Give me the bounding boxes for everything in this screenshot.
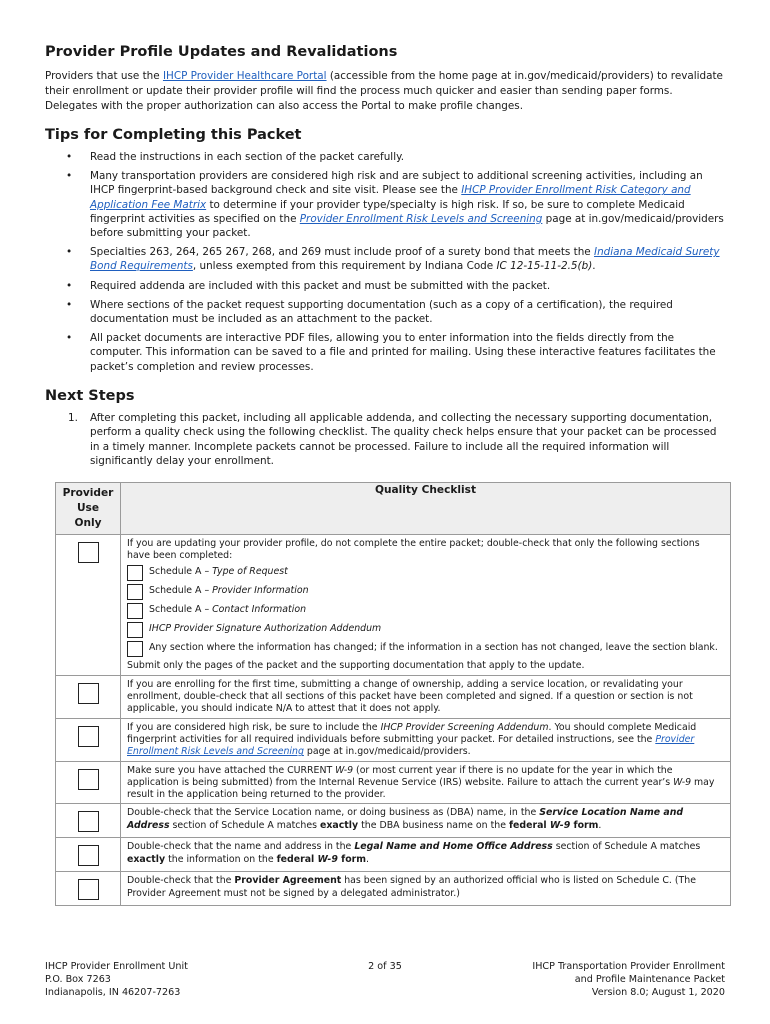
tips-list <box>45 150 725 374</box>
tip-item: • Where sections of the packet request supporting documentation (such as a copy of a certification), the required documentation must be included as an attachment to the packet. <box>66 298 673 326</box>
tip-item: • Specialties 263, 264, 265 267, 268, and 269 must include proof of a surety bond that meets the Indiana Medicaid Surety Bond Requirements, unless exempted from this requirement by Indiana Code IC 12-15-11-2.5(b). <box>66 246 720 273</box>
sub-checkbox-signature-addendum[interactable] <box>127 622 143 638</box>
table-header-row <box>56 482 731 534</box>
risk-matrix-link[interactable]: IHCP Provider Enrollment Risk Category and Application Fee Matrix <box>90 184 691 211</box>
step-item: 1. After completing this packet, including all applicable addenda, and collecting the necessary supporting documentation, perform a quality check using the following checklist. The quality check helps ensure that your packet can be processed in a timely manner. Incomplete packets cannot be processed. Failure to include all the required information will significantly delay your enrollment. <box>68 411 717 468</box>
table-row: Double-check that the name and address in the Legal Name and Home Office Address section of Schedule A matches exactly the information on the federal W-9 form. <box>56 838 731 872</box>
table-row: Double-check that the Provider Agreement has been signed by an authorized official who is listed on Schedule C. (The Provider Agreement must not be signed by a delegated administrator.) <box>56 872 731 906</box>
checklist-checkbox-7[interactable] <box>78 879 99 900</box>
risk-levels-link[interactable]: Provider Enrollment Risk Levels and Screening <box>299 212 543 225</box>
sub-checkbox-changed-sections[interactable] <box>127 641 143 657</box>
next-steps-list <box>45 411 725 469</box>
table-row: Make sure you have attached the CURRENT W-9 (or most current year if there is no update for the year in which the application is being submitted) from the Internal Revenue Service (IRS) website. Failure to attach the current year’s W-9 may result in the application being returned to the provider. <box>56 761 731 804</box>
checklist-checkbox-5[interactable] <box>78 811 99 832</box>
page-number: 2 of 35 <box>368 961 402 972</box>
checklist-checkbox-3[interactable] <box>78 726 99 747</box>
table-row: If you are enrolling for the first time, submitting a change of ownership, adding a service location, or revalidating your enrollment, double-check that all sections of this packet have been completed and signed. If a question or section is not applicable, you should indicate N/A to attest that it does not apply. <box>56 675 731 718</box>
tip-item: • Many transportation providers are considered high risk and are subject to additional screening activities, including an IHCP fingerprint-based background check and site visit. Please see the IHCP Provider Enrollment Risk Category and Application Fee Matrix to determine if your provider type/specialty is high risk. If so, be sure to complete Medicaid fingerprint activities as specified on the Provider Enrollment Risk Levels and Screening page at in.gov/medicaid/providers before submitting your packet. <box>66 170 724 240</box>
risk-levels-link-table[interactable]: Provider Enrollment Risk Levels and Screening <box>127 733 695 758</box>
section-title-tips: Tips for Completing this Packet <box>45 127 302 143</box>
intro-paragraph: Providers that use the IHCP Provider Healthcare Portal (accessible from the home page at in.gov/medicaid/providers) to revalidate their enrollment or update their provider profile will find the process much quicker and easier than sending paper forms. Delegates with the proper authorization can also access the Portal to make profile changes. <box>45 70 723 112</box>
tip-item: • Read the instructions in each section of the packet carefully. <box>66 151 405 163</box>
quality-checklist-table <box>55 482 731 907</box>
footer-document-info: IHCP Transportation Provider Enrollment and Profile Maintenance Packet Version 8.0; August 1, 2020 <box>532 961 725 998</box>
table-row: If you are updating your provider profile, do not complete the entire packet; double-check that only the following sections have been completed: Schedule A – Type of Request Schedule A – Provider Information Schedule A – Contact Information IHCP Provider Signature Authorization Addendum Any section where the information has changed; if the information in a section has not changed, leave the section blank. Submit only the pages of the packet and the supporting documentation that apply to the update. <box>56 534 731 675</box>
portal-link[interactable]: IHCP Provider Healthcare Portal <box>162 70 327 82</box>
sub-checkbox-type-of-request[interactable] <box>127 565 143 581</box>
quality-checklist-header: Quality Checklist <box>121 482 731 534</box>
surety-bond-link[interactable]: Indiana Medicaid Surety Bond Requirements <box>90 246 720 273</box>
sub-checkbox-contact-information[interactable] <box>127 603 143 619</box>
table-row: Double-check that the Service Location name, or doing business as (DBA) name, in the Service Location Name and Address section of Schedule A matches exactly the DBA business name on the federal W-9 form. <box>56 804 731 838</box>
checklist-checkbox-4[interactable] <box>78 769 99 790</box>
table-row: If you are considered high risk, be sure to include the IHCP Provider Screening Addendum. You should complete Medicaid fingerprint activities for all required individuals before submitting your packet. For detailed instructions, see the Provider Enrollment Risk Levels and Screening page at in.gov/medicaid/providers. <box>56 718 731 761</box>
tip-item: • All packet documents are interactive PDF files, allowing you to enter information into the fields directly from the computer. This information can be saved to a file and printed for mailing. Using these interactive features facilitates the packet’s completion and review processes. <box>66 332 716 373</box>
footer-address: IHCP Provider Enrollment Unit P.O. Box 7263 Indianapolis, IN 46207-7263 <box>45 961 188 998</box>
tip-item: • Required addenda are included with this packet and must be submitted with the packet. <box>66 279 551 292</box>
sub-checkbox-provider-information[interactable] <box>127 584 143 600</box>
checklist-checkbox-1[interactable] <box>78 542 99 563</box>
provider-use-only-header: Provider Use Only <box>56 482 121 534</box>
document-page <box>45 44 725 906</box>
checklist-checkbox-6[interactable] <box>78 845 99 866</box>
checklist-checkbox-2[interactable] <box>78 683 99 704</box>
section-title-profile-updates: Provider Profile Updates and Revalidations <box>45 44 398 60</box>
section-title-next-steps: Next Steps <box>45 387 135 404</box>
